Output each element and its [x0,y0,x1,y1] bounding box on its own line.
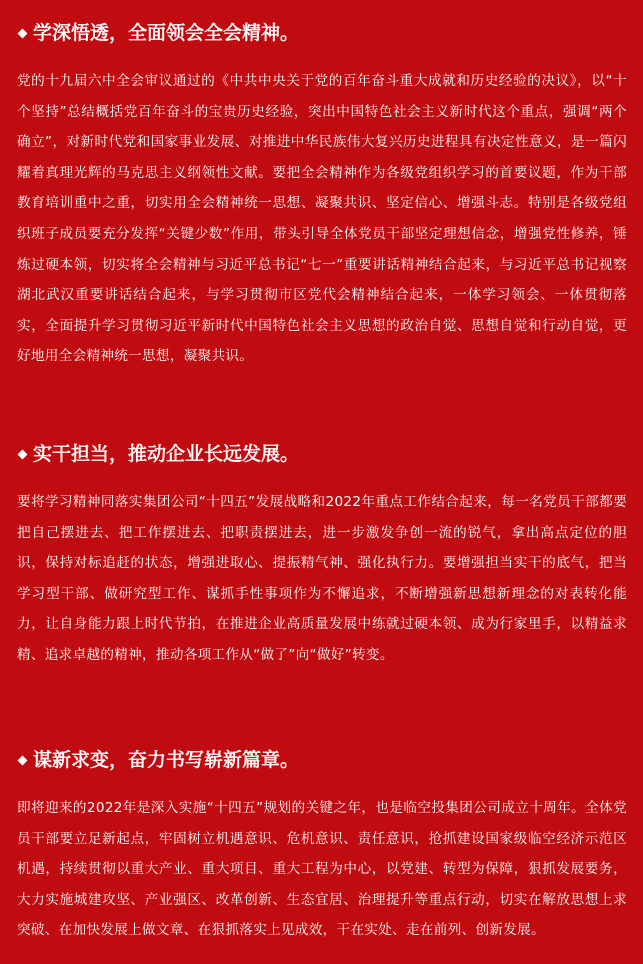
section-heading [17,20,627,46]
section-heading-text: 实干担当，推动企业长远发展。 [33,443,300,465]
section-study [17,20,627,372]
section-innovation [17,747,627,946]
section-paragraph: 要将学习精神同落实集团公司“十四五”发展战略和2022年重点工作结合起来，每一名党员干部都要把自己摆进去、把工作摆进去、把职责摆进去，进一步激发争创一流的锐气，拿出高点定位的胆识，保持对标追赶的状态，增强进取心、提振精气神、强化执行力。要增强担当实干的底气，把当学习型干部、做研究型工作、谋抓手性事项作为不懈追求，不断增强新思想新理念的对表转化能力，让自身能力跟上时代节拍，在推进企业高质量发展中练就过硬本领、成为行家里手，以精益求精、追求卓越的精神，推动各项工作从“做了”向“做好”转变。 [17,494,627,663]
diamond-bullet-icon [18,755,28,765]
diamond-bullet-icon [18,449,28,459]
diamond-bullet-icon [18,28,28,38]
section-heading-text: 学深悟透，全面领会全会精神。 [33,22,300,44]
section-heading [17,747,627,773]
section-paragraph: 即将迎来的2022年是深入实施“十四五”规划的关键之年，也是临空投集团公司成立十周年。全体党员干部要立足新起点，牢固树立机遇意识、危机意识、责任意识，抢抓建设国家级临空经济示范区机遇，持续贯彻以重大产业、重大项目、重大工程为中心，以党建、转型为保障，狠抓发展要务，大力实施城建攻坚、产业强区、改革创新、生态宜居、治理提升等重点行动，切实在解放思想上求突破、在加快发展上做文章、在狠抓落实上见成效，干在实处、走在前列、创新发展。 [17,800,627,939]
section-action [17,441,627,671]
section-paragraph: 党的十九届六中全会审议通过的《中共中央关于党的百年奋斗重大成就和历史经验的决议》，以“十个坚持”总结概括党百年奋斗的宝贵历史经验，突出中国特色社会主义新时代这个重点，强调“两个确立”，对新时代党和国家事业发展、对推进中华民族伟大复兴历史进程具有决定性意义，是一篇闪耀着真理光辉的马克思主义纲领性文献。要把全会精神作为各级党组织学习的首要议题，作为干部教育培训重中之重，切实用全会精神统一思想、凝聚共识、坚定信心、增强斗志。特别是各级党组织班子成员要充分发挥“关键少数”作用，带头引导全体党员干部坚定理想信念，增强党性修养，锤炼过硬本领，切实将全会精神与习近平总书记“七一”重要讲话精神结合起来，与习近平总书记视察湖北武汉重要讲话结合起来，与学习贯彻市区党代会精神结合起来，一体学习领会、一体贯彻落实，全面提升学习贯彻习近平新时代中国特色社会主义思想的政治自觉、思想自觉和行动自觉，更好地用全会精神统一思想，凝聚共识。 [17,73,627,365]
section-heading [17,441,627,467]
section-heading-text: 谋新求变，奋力书写崭新篇章。 [33,749,300,771]
